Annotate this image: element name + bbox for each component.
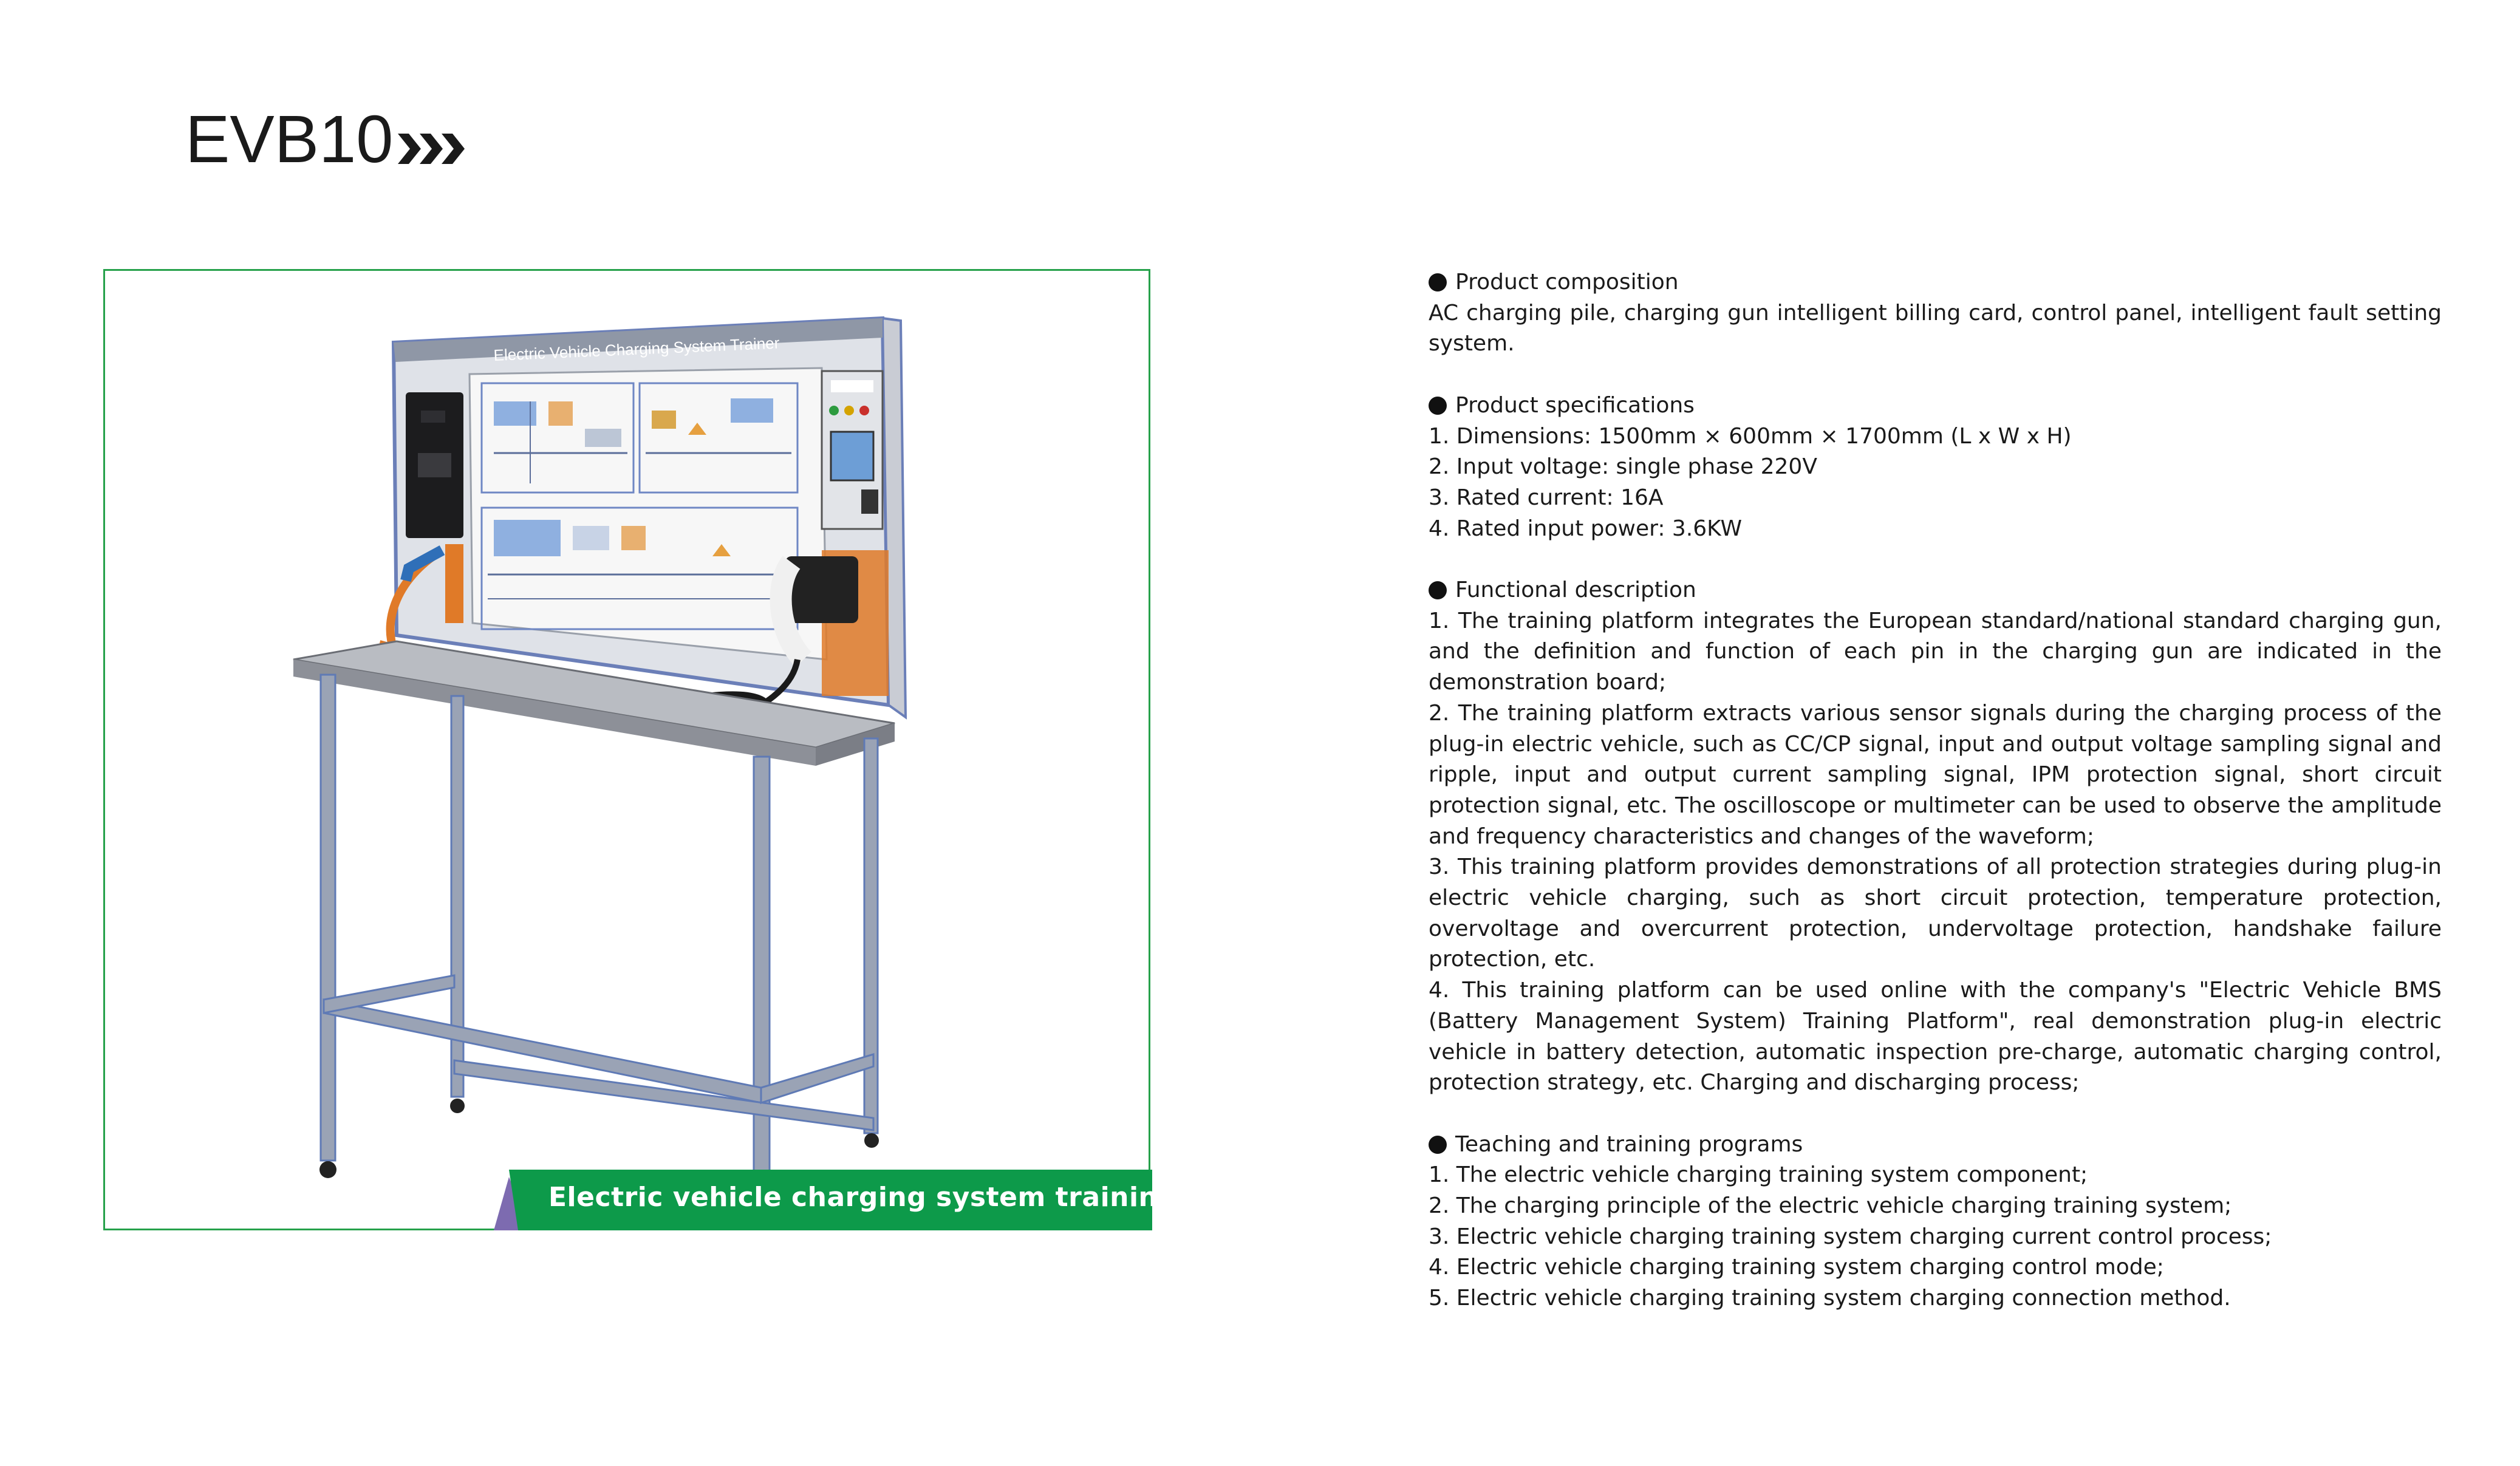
list-item: 4. Rated input power: 3.6KW	[1429, 516, 1743, 541]
composition-body: AC charging pile, charging gun intelligent billing card, control panel, intelligent fault setting system.	[1429, 300, 2442, 356]
list-item: 5. Electric vehicle charging training system charging connection method.	[1429, 1286, 2231, 1311]
section-heading	[1429, 390, 2442, 421]
section-composition	[1429, 267, 2442, 360]
product-photo-frame	[103, 269, 1178, 1230]
functional-heading: Functional description	[1455, 578, 1696, 602]
teaching-heading: Teaching and training programs	[1455, 1131, 1803, 1157]
list-item: 4. Electric vehicle charging training system charging control mode;	[1429, 1255, 2164, 1280]
image-caption: Electric vehicle charging system training	[548, 1182, 1178, 1213]
list-item: 3. This training platform provides demonstrations of all protection strategies during plug-in electric vehicle charging, such as short circuit protection, temperature protection, overvoltage and overcurrent protection, undervoltage protection, handshake failure protection, etc.	[1429, 854, 2442, 972]
list-item: 2. Input voltage: single phase 220V	[1429, 454, 1817, 480]
section-specifications	[1429, 390, 2442, 545]
trainer-illustration	[105, 271, 1178, 1229]
product-description	[1429, 267, 2442, 1314]
list-item: 4. This training platform can be used online with the company's "Electric Vehicle BMS (Battery Management System) Training Platform", real demonstration plug-in electric vehicle in battery detection, automatic inspection pre-charge, automatic charging control, protection strategy, etc. Charging and discharging process;	[1429, 978, 2442, 1096]
list-item: 2. The training platform extracts various sensor signals during the charging process of the plug-in electric vehicle, such as CC/CP signal, input and output voltage sampling signal and ripple, input and output current sampling signal, IPM protection signal, short circuit protection signal, etc. The oscilloscope or multimeter can be used to observe the amplitude and frequency characteristics and changes of the waveform;	[1429, 700, 2442, 849]
bullet-icon	[1429, 397, 1447, 415]
specifications-heading: Product specifications	[1455, 392, 1695, 418]
section-functional	[1429, 575, 2442, 1099]
list-item: 1. The training platform integrates the European standard/national standard charging gun, and the definition and function of each pin in the charging gun are indicated in the demonstration board;	[1429, 608, 2442, 695]
section-heading	[1429, 267, 2442, 298]
page-title: EVB10	[185, 102, 394, 177]
title-block	[185, 102, 468, 177]
section-heading	[1429, 575, 2442, 606]
list-item: 2. The charging principle of the electric vehicle charging training system;	[1429, 1193, 2232, 1219]
list-item: 3. Rated current: 16A	[1429, 485, 1664, 510]
composition-heading: Product composition	[1455, 270, 1679, 295]
triple-chevron-icon	[398, 134, 468, 164]
list-item: 3. Electric vehicle charging training system charging current control process;	[1429, 1224, 2272, 1249]
bullet-icon	[1429, 581, 1447, 599]
caption-banner	[494, 1170, 1178, 1230]
bullet-icon	[1429, 1136, 1447, 1154]
bullet-icon	[1429, 273, 1447, 291]
list-item: 1. Dimensions: 1500mm × 600mm × 1700mm (L x W x H)	[1429, 423, 2072, 449]
panel-label: Electric Vehicle Charging System Trainer	[493, 333, 780, 364]
section-heading	[1429, 1130, 2442, 1161]
list-item: 1. The electric vehicle charging training system component;	[1429, 1162, 2088, 1188]
section-teaching	[1429, 1130, 2442, 1314]
